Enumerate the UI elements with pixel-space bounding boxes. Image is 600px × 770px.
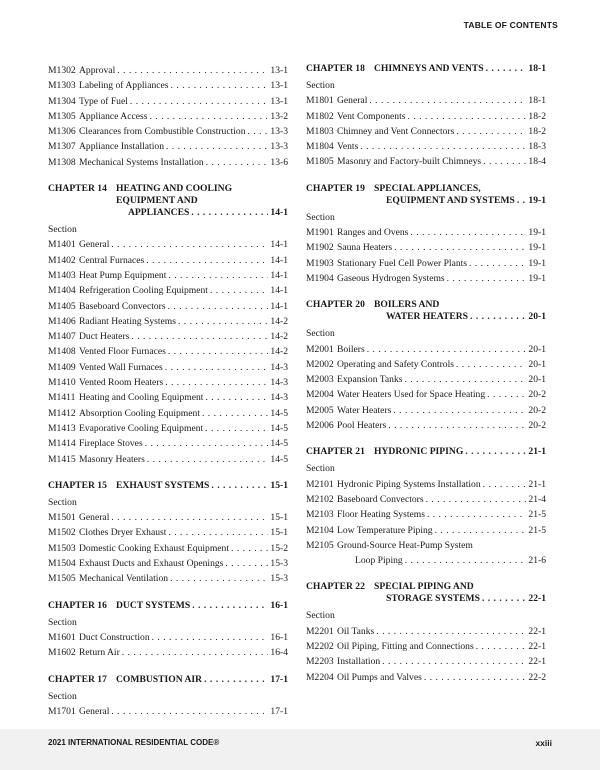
toc-entry[interactable]: M2006 Pool Heaters . . . 20-2: [306, 418, 546, 433]
running-header: TABLE OF CONTENTS: [463, 20, 558, 30]
toc-left-column: [48, 63, 288, 719]
toc-entry[interactable]: M1305 Appliance Access . . . 13-2: [48, 109, 288, 124]
toc-entry[interactable]: M2101 Hydronic Piping Systems Installation . . . 21-1: [306, 477, 546, 492]
toc-entry[interactable]: M1307 Appliance Installation . . . 13-3: [48, 139, 288, 154]
toc-entry[interactable]: M1901 Ranges and Ovens . . . 19-1: [306, 225, 546, 240]
toc-entry[interactable]: M1803 Chimney and Vent Connectors . . . 18-2: [306, 124, 546, 139]
dot-leader: [482, 593, 526, 605]
dot-leader: [191, 207, 268, 219]
toc-group-ch13-continued: [48, 63, 288, 170]
dot-leader: [170, 571, 268, 586]
toc-entry[interactable]: M1405 Baseboard Convectors . . . 14-1: [48, 299, 288, 314]
dot-leader: [376, 624, 526, 639]
toc-entry[interactable]: M1304 Type of Fuel . . . 13-1: [48, 94, 288, 109]
dot-leader: [427, 507, 526, 522]
toc-entry[interactable]: M1412 Absorption Cooling Equipment . . . 14-5: [48, 406, 288, 421]
dot-leader: [225, 556, 268, 571]
toc-entry[interactable]: M1410 Vented Room Heaters . . . 14-3: [48, 375, 288, 390]
dot-leader: [165, 360, 269, 375]
section-label: Section: [306, 610, 335, 622]
dot-leader: [205, 390, 268, 405]
toc-entry[interactable]: M2201 Oil Tanks . . . 22-1: [306, 624, 546, 639]
dot-leader: [146, 253, 268, 268]
dot-leader: [388, 418, 526, 433]
dot-leader: [405, 553, 527, 568]
toc-entry[interactable]: M1503 Domestic Cooking Exhaust Equipment . . . 15-2: [48, 541, 288, 556]
toc-entry-multiline[interactable]: M2105 Ground-Source Heat-Pump System: [306, 539, 473, 551]
dot-leader: [447, 271, 527, 286]
chapter-heading-22[interactable]: CHAPTER 22 SPECIAL PIPING AND STORAGE SYSTEMS . . . 22-1: [306, 581, 546, 605]
chapter-heading-17[interactable]: CHAPTER 17 COMBUSTION AIR . . . 17-1: [48, 674, 288, 686]
toc-entry[interactable]: M2202 Oil Piping, Fitting and Connections . . . 22-1: [306, 639, 546, 654]
dot-leader: [369, 93, 526, 108]
dot-leader: [486, 63, 527, 75]
toc-entry[interactable]: M1302 Approval . . . 13-1: [48, 63, 288, 78]
section-label: Section: [306, 211, 335, 223]
toc-entry[interactable]: M2003 Expansion Tanks . . . 20-1: [306, 372, 546, 387]
dot-leader: [483, 477, 527, 492]
toc-entry[interactable]: M1306 Clearances from Combustible Construction . . . 13-3: [48, 124, 288, 139]
dot-leader: [117, 63, 268, 78]
dot-leader: [248, 124, 269, 139]
dot-leader: [487, 387, 526, 402]
dot-leader: [165, 375, 268, 390]
dot-leader: [168, 525, 268, 540]
toc-entry[interactable]: M1505 Mechanical Ventilation . . . 15-3: [48, 571, 288, 586]
dot-leader: [147, 452, 269, 467]
toc-entry[interactable]: M2004 Water Heaters Used for Space Heating . . . 20-2: [306, 387, 546, 402]
dot-leader: [204, 674, 268, 686]
section-label: Section: [48, 690, 77, 702]
toc-entry[interactable]: M1401 General . . . 14-1: [48, 237, 288, 252]
toc-entry[interactable]: M1408 Vented Floor Furnaces . . . 14-2: [48, 344, 288, 359]
section-label: Section: [306, 80, 335, 91]
dot-leader: [206, 155, 269, 170]
toc-entry[interactable]: M1904 Gaseous Hydrogen Systems . . . 19-1: [306, 271, 546, 286]
toc-entry[interactable]: M1601 Duct Construction . . . 16-1: [48, 630, 288, 645]
toc-entry[interactable]: M1602 Return Air . . . 16-4: [48, 645, 288, 660]
toc-entry[interactable]: M1415 Masonry Heaters . . . 14-5: [48, 452, 288, 467]
dot-leader: [393, 403, 526, 418]
dot-leader: [205, 421, 268, 436]
section-label: Section: [48, 224, 77, 236]
toc-entry[interactable]: M1802 Vent Components . . . 18-2: [306, 109, 546, 124]
toc-entry[interactable]: M2002 Operating and Safety Controls . . . 20-1: [306, 357, 546, 372]
dot-leader: [408, 109, 527, 124]
page-number: xxiii: [535, 738, 552, 748]
section-label: Section: [306, 328, 335, 340]
toc-entry[interactable]: M1411 Heating and Cooling Equipment . . . 14-3: [48, 390, 288, 405]
dot-leader: [410, 225, 526, 240]
toc-entry[interactable]: M1902 Sauna Heaters . . . 19-1: [306, 240, 546, 255]
chapter-heading-19[interactable]: CHAPTER 19 SPECIAL APPLIANCES, EQUIPMENT AND SYSTEMS . . . 19-1: [306, 183, 546, 207]
chapter-heading-20[interactable]: CHAPTER 20 BOILERS AND WATER HEATERS . . . 20-1: [306, 299, 546, 323]
dot-leader: [111, 704, 268, 719]
toc-entry[interactable]: M1804 Vents . . . 18-3: [306, 139, 546, 154]
toc-entry[interactable]: M1504 Exhaust Ducts and Exhaust Openings . . . 15-3: [48, 556, 288, 571]
chapter-heading-21[interactable]: CHAPTER 21 HYDRONIC PIPING . . . 21-1: [306, 446, 546, 458]
dot-leader: [192, 600, 268, 612]
dot-leader: [382, 654, 526, 669]
dot-leader: [111, 237, 268, 252]
toc-entry[interactable]: M1402 Central Furnaces . . . 14-1: [48, 253, 288, 268]
toc-entry[interactable]: M1404 Refrigeration Cooling Equipment . . . 14-1: [48, 283, 288, 298]
dot-leader: [131, 329, 268, 344]
section-label: Section: [48, 496, 77, 508]
chapter-heading-15[interactable]: CHAPTER 15 EXHAUST SYSTEMS . . . 15-1: [48, 480, 288, 492]
dot-leader: [469, 256, 526, 271]
dot-leader: [476, 639, 527, 654]
chapter-heading-18[interactable]: CHAPTER 18 CHIMNEYS AND VENTS . . . 18-1: [306, 63, 546, 75]
dot-leader: [168, 344, 269, 359]
dot-leader: [152, 630, 269, 645]
dot-leader: [145, 436, 269, 451]
toc-entry[interactable]: M2001 Boilers . . . 20-1: [306, 342, 546, 357]
dot-leader: [178, 314, 268, 329]
dot-leader: [130, 94, 269, 109]
page-footer: [0, 729, 600, 770]
dot-leader: [465, 446, 526, 458]
dot-leader: [394, 240, 526, 255]
dot-leader: [470, 311, 526, 323]
dot-leader: [231, 541, 268, 556]
toc-entry[interactable]: M2204 Oil Pumps and Valves . . . 22-2: [306, 670, 546, 685]
section-label: Section: [48, 616, 77, 628]
dot-leader: [210, 283, 268, 298]
dot-leader: [367, 342, 527, 357]
dot-leader: [168, 268, 268, 283]
dot-leader: [211, 480, 268, 492]
toc-entry[interactable]: M1406 Radiant Heating Systems . . . 14-2: [48, 314, 288, 329]
dot-leader: [517, 195, 527, 207]
toc-entry[interactable]: M1805 Masonry and Factory-built Chimneys . . . 18-4: [306, 154, 546, 169]
toc-entry[interactable]: M1501 General . . . 15-1: [48, 510, 288, 525]
toc-entry[interactable]: M2103 Floor Heating Systems . . . 21-5: [306, 507, 546, 522]
toc-entry[interactable]: M1308 Mechanical Systems Installation . . . 13-6: [48, 155, 288, 170]
dot-leader: [171, 78, 269, 93]
chapter-heading-14[interactable]: CHAPTER 14 HEATING AND COOLING EQUIPMENT AND APPLIANCES . . . 14-1: [48, 183, 288, 219]
dot-leader: [149, 109, 268, 124]
toc-entry[interactable]: M2005 Water Heaters . . . 20-2: [306, 403, 546, 418]
dot-leader: [456, 357, 526, 372]
dot-leader: [360, 139, 526, 154]
section-label: Section: [306, 463, 335, 475]
toc-entry[interactable]: M1801 General . . . 18-1: [306, 93, 546, 108]
dot-leader: [424, 670, 527, 685]
dot-leader: [111, 510, 268, 525]
dot-leader: [405, 372, 527, 387]
toc-entry[interactable]: M1701 General . . . 17-1: [48, 704, 288, 719]
footer-book-title: 2021 INTERNATIONAL RESIDENTIAL CODE®: [48, 738, 220, 747]
toc-right-column: [306, 63, 546, 685]
toc-entry[interactable]: M1407 Duct Heaters . . . 14-2: [48, 329, 288, 344]
toc-entry[interactable]: M2203 Installation . . . 22-1: [306, 654, 546, 669]
dot-leader: [483, 154, 526, 169]
toc-entry[interactable]: M2104 Low Temperature Piping . . . 21-5: [306, 523, 546, 538]
toc-entry[interactable]: M1413 Evaporative Cooling Equipment . . . 14-5: [48, 421, 288, 436]
toc-entry[interactable]: M1409 Vented Wall Furnaces . . . 14-3: [48, 360, 288, 375]
dot-leader: [456, 124, 526, 139]
toc-entry[interactable]: M1903 Stationary Fuel Cell Power Plants . . . 19-1: [306, 256, 546, 271]
dot-leader: [435, 523, 527, 538]
toc-entry[interactable]: M1403 Heat Pump Equipment . . . 14-1: [48, 268, 288, 283]
dot-leader: [166, 139, 268, 154]
dot-leader: [168, 299, 269, 314]
toc-entry[interactable]: M1414 Fireplace Stoves . . . 14-5: [48, 436, 288, 451]
dot-leader: [122, 645, 269, 660]
toc-entry[interactable]: M1303 Labeling of Appliances . . . 13-1: [48, 78, 288, 93]
toc-entry[interactable]: M2102 Baseboard Convectors . . . 21-4: [306, 492, 546, 507]
dot-leader: [426, 492, 527, 507]
chapter-heading-16[interactable]: CHAPTER 16 DUCT SYSTEMS . . . 16-1: [48, 600, 288, 612]
dot-leader: [202, 406, 268, 421]
toc-entry-continuation[interactable]: Loop Piping . . . 21-6: [306, 553, 546, 568]
toc-entry[interactable]: M1502 Clothes Dryer Exhaust . . . 15-1: [48, 525, 288, 540]
